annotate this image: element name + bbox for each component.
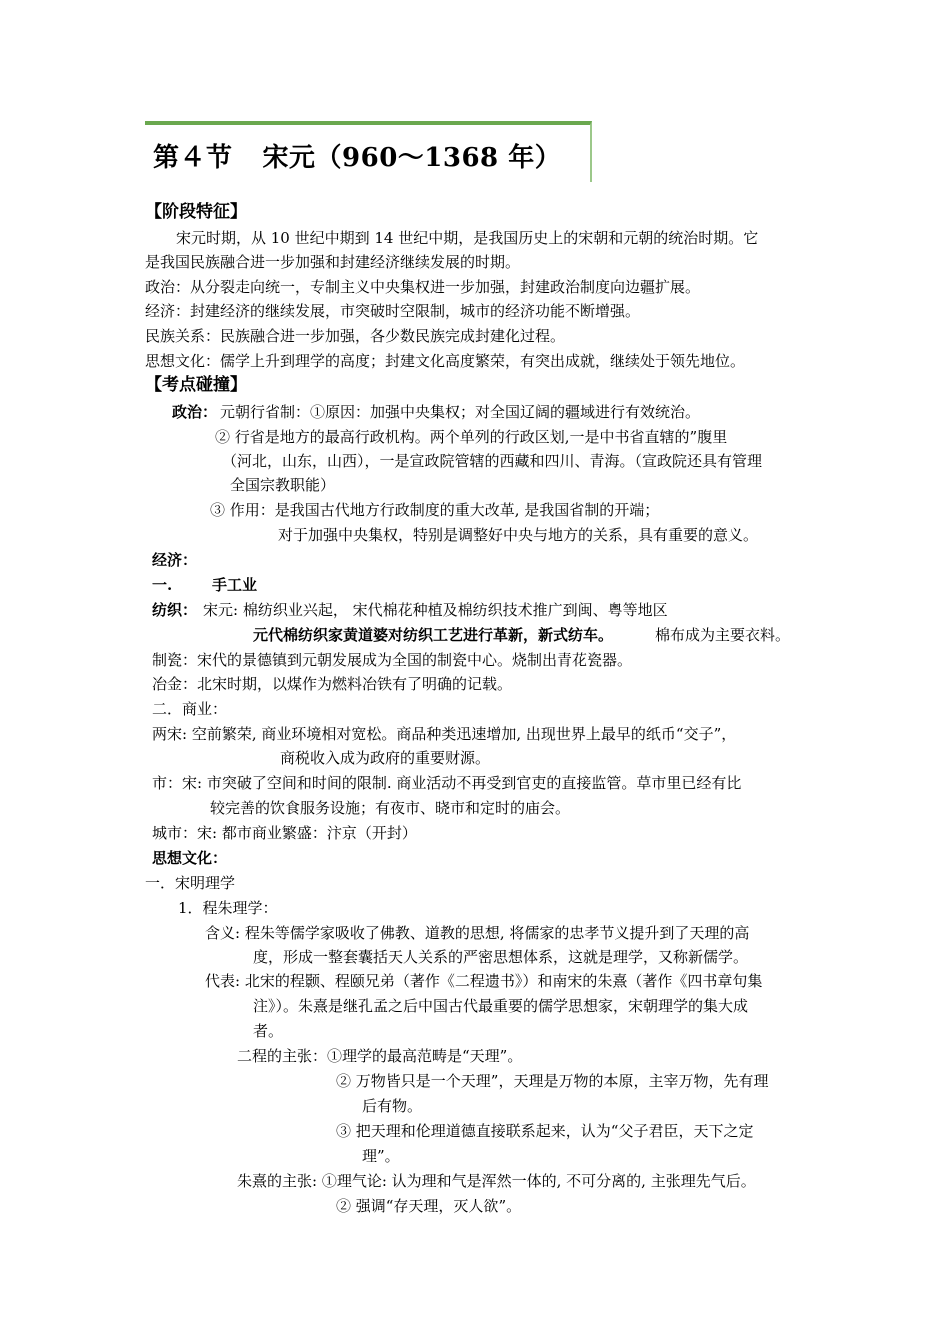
text-line-l17a: 纺织： [152, 601, 198, 619]
text-line-l30: 含义: 程朱等儒学家吸收了佛教、道教的思想, 将儒家的忠孝节义提升到了天理的高 [205, 924, 750, 942]
text-line-l09a: 政治： [172, 403, 218, 421]
text-line-l26: 城市：宋: 都市商业繁盛：汴京（开封） [152, 824, 417, 842]
text-line-l03: 是我国民族融合进一步加强和封建经济继续发展的时期。 [145, 253, 521, 271]
text-line-l12: 全国宗教职能） [230, 476, 336, 494]
text-line-l24: 市：宋: 市突破了空间和时间的限制. 商业活动不再受到官吏的直接监管。草市里已经有比 [152, 774, 742, 792]
text-line-l38: ③ 把天理和伦理道德直接联系起来，认为“父子君臣，天下之定 [336, 1122, 754, 1140]
text-line-l14: 对于加强中央集权，特别是调整好中央与地方的关系，具有重要的意义。 [278, 526, 759, 544]
text-line-l32: 代表: 北宋的程颢、程颐兄弟（著作《二程遗书》）和南宋的朱熹（著作《四书章句集 [205, 972, 763, 990]
text-line-l27: 思想文化： [152, 849, 228, 867]
text-line-l10: ② 行省是地方的最高行政机构。两个单列的行政区划,一是中书省直辖的”腹里 [215, 428, 728, 446]
text-line-l41: ② 强调“存天理，灭人欲”。 [336, 1197, 522, 1215]
text-line-l23: 商税收入成为政府的重要财源。 [280, 749, 491, 767]
text-line-l18b: 棉布成为主要衣料。 [655, 626, 791, 644]
text-line-l16a: 一. [152, 576, 173, 594]
text-line-l13: ③ 作用：是我国古代地方行政制度的重大改革, 是我国省制的开端； [210, 501, 660, 519]
text-line-l15: 经济： [152, 551, 198, 569]
text-line-l06: 民族关系：民族融合进一步加强，各少数民族完成封建化过程。 [145, 327, 566, 345]
text-line-l02: 宋元时期，从 10 世纪中期到 14 世纪中期，是我国历史上的宋朝和元朝的统治时期。它 [176, 229, 759, 247]
text-line-l09b: 元朝行省制：①原因：加强中央集权；对全国辽阔的疆域进行有效统治。 [220, 403, 701, 421]
text-line-l17b: 宋元: 棉纺织业兴起， 宋代棉花种植及棉纺织技术推广到闽、粤等地区 [203, 601, 668, 619]
section-title [153, 137, 561, 174]
text-line-l40: 朱熹的主张: ①理气论: 认为理和气是浑然一体的, 不可分离的, 主张理先气后。 [237, 1172, 756, 1190]
text-line-l08: 【考点碰撞】 [145, 375, 247, 395]
text-line-l34: 者。 [253, 1022, 284, 1040]
text-line-l21: 二．商业： [152, 700, 228, 718]
text-line-l05: 经济：封建经济的继续发展，市突破时空限制，城市的经济功能不断增强。 [145, 302, 641, 320]
text-line-l25: 较完善的饮食服务设施；有夜市、晓市和定时的庙会。 [210, 799, 571, 817]
text-line-l35: 二程的主张：①理学的最高范畴是“天理”。 [237, 1047, 523, 1065]
section-topic: 宋元（960～1368 年） [262, 143, 562, 173]
section-title-box [145, 121, 592, 182]
section-number: 第４节 [153, 143, 233, 173]
text-line-l29: 1．程朱理学： [178, 899, 278, 917]
text-line-l31: 度，形成一整套囊括天人关系的严密思想体系，这就是理学，又称新儒学。 [253, 948, 749, 966]
text-line-l11: （河北，山东，山西），一是宣政院管辖的西藏和四川、青海。（宣政院还具有管理 [222, 452, 763, 470]
text-line-l33: 注》）。朱熹是继孔孟之后中国古代最重要的儒学思想家，宋朝理学的集大成 [253, 997, 749, 1015]
text-line-l20: 冶金：北宋时期，以煤作为燃料冶铁有了明确的记载。 [152, 675, 513, 693]
text-line-l04: 政治：从分裂走向统一，专制主义中央集权进一步加强，封建政治制度向边疆扩展。 [145, 278, 701, 296]
text-line-l01: 【阶段特征】 [145, 202, 247, 222]
text-line-l39: 理”。 [362, 1147, 400, 1165]
text-line-l36: ② 万物皆只是一个天理”，天理是万物的本原，主宰万物，先有理 [336, 1072, 769, 1090]
text-line-l19: 制瓷：宋代的景德镇到元朝发展成为全国的制瓷中心。烧制出青花瓷器。 [152, 651, 633, 669]
text-line-l37: 后有物。 [362, 1097, 423, 1115]
text-line-l16b: 手工业 [212, 576, 258, 594]
text-line-l28: 一．宋明理学 [145, 874, 236, 892]
text-line-l18a: 元代棉纺织家黄道婆对纺织工艺进行革新，新式纺车。 [253, 626, 614, 644]
text-line-l07: 思想文化：儒学上升到理学的高度；封建文化高度繁荣，有突出成就，继续处于领先地位。 [145, 352, 746, 370]
text-line-l22: 两宋: 空前繁荣, 商业环境相对宽松。商品种类迅速增加, 出现世界上最早的纸币“交子”， [152, 725, 737, 743]
